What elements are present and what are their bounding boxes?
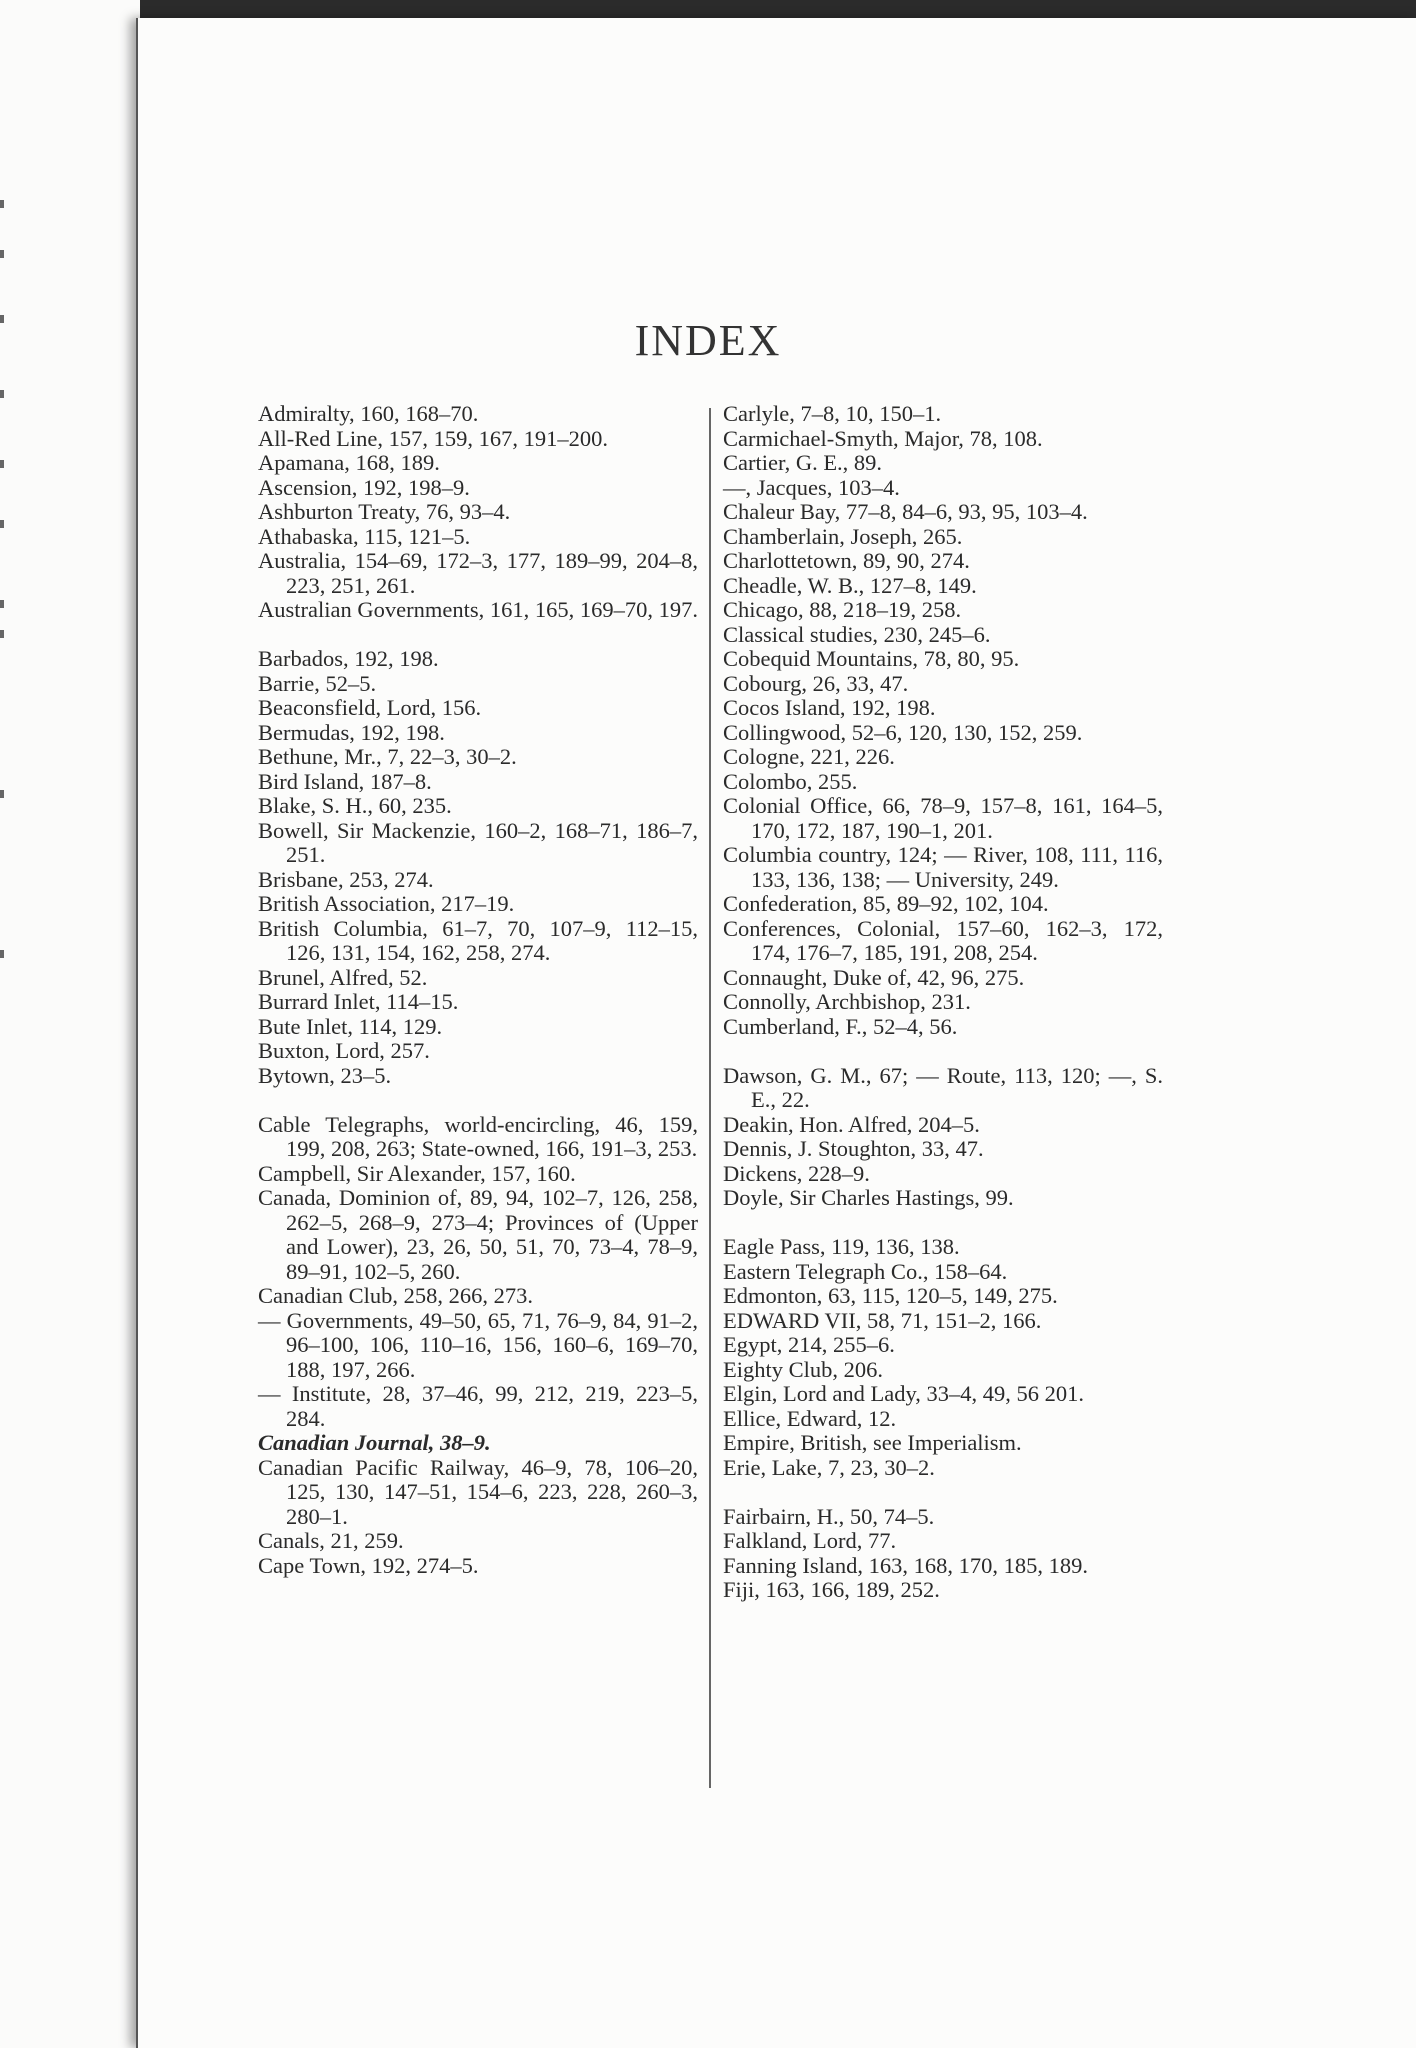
index-entry: Cobequid Mountains, 78, 80, 95. <box>723 646 1020 671</box>
index-entry: —, Jacques, 103–4. <box>723 474 900 500</box>
index-column-left <box>258 402 698 1578</box>
index-entry: Deakin, Hon. Alfred, 204–5. <box>723 1111 980 1137</box>
index-entry: Buxton, Lord, 257. <box>258 1038 430 1063</box>
index-entry: Erie, Lake, 7, 23, 30–2. <box>723 1454 935 1480</box>
index-entry: Chicago, 88, 218–19, 258. <box>723 597 962 622</box>
index-entry: Burrard Inlet, 114–15. <box>258 989 459 1014</box>
index-entry: Edmonton, 63, 115, 120–5, 149, 275. <box>723 1283 1058 1308</box>
index-entry: Bowell, Sir Mackenzie, 160–2, 168–71, 186–7, 251. <box>258 817 698 867</box>
index-entry: — Governments, 49–50, 65, 71, 76–9, 84, 91–2, 96–100, 106, 110–16, 156, 160–6, 169–70, 188, 197, 266. <box>258 1307 698 1382</box>
index-entry: Cape Town, 192, 274–5. <box>258 1552 479 1578</box>
index-entry: Fanning Island, 163, 168, 170, 185, 189. <box>723 1552 1088 1578</box>
index-entry: Dickens, 228–9. <box>723 1160 870 1186</box>
index-entry: Carlyle, 7–8, 10, 150–1. <box>723 401 942 426</box>
index-entry: Cumberland, F., 52–4, 56. <box>723 1013 958 1039</box>
index-entry: Ascension, 192, 198–9. <box>258 474 470 500</box>
index-entry: Chamberlain, Joseph, 265. <box>723 523 963 549</box>
index-entry: Bytown, 23–5. <box>258 1062 392 1088</box>
index-entry: Apamana, 168, 189. <box>258 450 440 475</box>
index-entry: Ashburton Treaty, 76, 93–4. <box>258 499 511 524</box>
column-divider <box>709 408 711 1788</box>
index-entry: Colombo, 255. <box>723 768 858 794</box>
index-column-right <box>723 402 1163 1603</box>
index-entry: Chaleur Bay, 77–8, 84–6, 93, 95, 103–4. <box>723 499 1088 524</box>
index-entry: Dawson, G. M., 67; — Route, 113, 120; —, S. E., 22. <box>723 1062 1163 1112</box>
index-entry: Blake, S. H., 60, 235. <box>258 793 452 818</box>
section-gap <box>258 1088 698 1113</box>
index-entry: Fiji, 163, 166, 189, 252. <box>723 1577 940 1602</box>
index-entry: Bute Inlet, 114, 129. <box>258 1013 443 1039</box>
index-entry: Australia, 154–69, 172–3, 177, 189–99, 204–8, 223, 251, 261. <box>258 548 698 598</box>
index-entry: Admiralty, 160, 168–70. <box>258 401 479 426</box>
index-entry: — Institute, 28, 37–46, 99, 212, 219, 223–5, 284. <box>258 1381 698 1431</box>
index-entry: Bethune, Mr., 7, 22–3, 30–2. <box>258 744 517 769</box>
index-entry: Colonial Office, 66, 78–9, 157–8, 161, 164–5, 170, 172, 187, 190–1, 201. <box>723 793 1163 843</box>
index-entry: Cocos Island, 192, 198. <box>723 695 936 720</box>
index-entry: Carmichael-Smyth, Major, 78, 108. <box>723 425 1043 451</box>
index-entry: Cologne, 221, 226. <box>723 744 895 769</box>
index-entry: Canadian Club, 258, 266, 273. <box>258 1283 533 1308</box>
index-entry: Canadian Journal, 38–9. <box>258 1430 491 1455</box>
index-entry: Canals, 21, 259. <box>258 1528 404 1553</box>
index-entry: Australian Governments, 161, 165, 169–70, 197. <box>258 597 698 622</box>
index-entry: Canadian Pacific Railway, 46–9, 78, 106–20, 125, 130, 147–51, 154–6, 223, 228, 260–3, 280–1. <box>258 1454 698 1529</box>
facing-page-edge <box>0 0 140 2048</box>
index-entry: British Columbia, 61–7, 70, 107–9, 112–15, 126, 131, 154, 162, 258, 274. <box>258 915 698 965</box>
index-entry: British Association, 217–19. <box>258 891 515 916</box>
index-entry: Confederation, 85, 89–92, 102, 104. <box>723 891 1049 916</box>
index-entry: Empire, British, see Imperialism. <box>723 1430 1022 1455</box>
index-entry: Conferences, Colonial, 157–60, 162–3, 172, 174, 176–7, 185, 191, 208, 254. <box>723 915 1163 965</box>
index-entry: Eastern Telegraph Co., 158–64. <box>723 1258 1008 1284</box>
index-entry: Dennis, J. Stoughton, 33, 47. <box>723 1136 984 1161</box>
index-entry: Cable Telegraphs, world-encircling, 46, 159, 199, 208, 263; State-owned, 166, 191–3, 253. <box>258 1111 698 1161</box>
index-entry: Columbia country, 124; — River, 108, 111, 116, 133, 136, 138; — University, 249. <box>723 842 1163 892</box>
index-entry: Barbados, 192, 198. <box>258 646 439 671</box>
section-gap <box>723 1480 1163 1505</box>
index-entry: Elgin, Lord and Lady, 33–4, 49, 56 201. <box>723 1381 1084 1406</box>
index-entry: Collingwood, 52–6, 120, 130, 152, 259. <box>723 719 1083 745</box>
index-entry: Bird Island, 187–8. <box>258 768 432 794</box>
index-entry: Campbell, Sir Alexander, 157, 160. <box>258 1160 576 1186</box>
index-entry: All-Red Line, 157, 159, 167, 191–200. <box>258 425 608 451</box>
index-entry: Brunel, Alfred, 52. <box>258 964 428 990</box>
index-entry: Egypt, 214, 255–6. <box>723 1332 895 1357</box>
index-entry: EDWARD VII, 58, 71, 151–2, 166. <box>723 1307 1042 1333</box>
index-entry: Athabaska, 115, 121–5. <box>258 523 471 549</box>
page-title: INDEX <box>634 316 782 365</box>
index-entry: Falkland, Lord, 77. <box>723 1528 897 1553</box>
index-entry: Classical studies, 230, 245–6. <box>723 621 991 647</box>
index-entry: Connaught, Duke of, 42, 96, 275. <box>723 964 1025 990</box>
section-gap <box>258 623 698 648</box>
index-entry: Bermudas, 192, 198. <box>258 719 445 745</box>
index-entry: Eagle Pass, 119, 136, 138. <box>723 1234 960 1259</box>
index-entry: Ellice, Edward, 12. <box>723 1405 897 1431</box>
index-entry: Cheadle, W. B., 127–8, 149. <box>723 572 977 598</box>
section-gap <box>723 1039 1163 1064</box>
index-entry: Cartier, G. E., 89. <box>723 450 883 475</box>
section-gap <box>723 1211 1163 1236</box>
index-entry: Fairbairn, H., 50, 74–5. <box>723 1503 935 1529</box>
index-entry: Brisbane, 253, 274. <box>258 866 434 892</box>
index-entry: Eighty Club, 206. <box>723 1356 884 1382</box>
index-entry: Charlottetown, 89, 90, 274. <box>723 548 970 573</box>
index-entry: Cobourg, 26, 33, 47. <box>723 670 909 696</box>
index-entry: Connolly, Archbishop, 231. <box>723 989 971 1014</box>
index-entry: Beaconsfield, Lord, 156. <box>258 695 482 720</box>
index-entry: Barrie, 52–5. <box>258 670 377 696</box>
index-entry: Canada, Dominion of, 89, 94, 102–7, 126, 258, 262–5, 268–9, 273–4; Provinces of (Upper and Lower), 23, 26, 50, 51, 70, 73–4, 78–9, 89–91, 102–5, 260. <box>258 1185 698 1284</box>
index-entry: Doyle, Sir Charles Hastings, 99. <box>723 1185 1014 1210</box>
